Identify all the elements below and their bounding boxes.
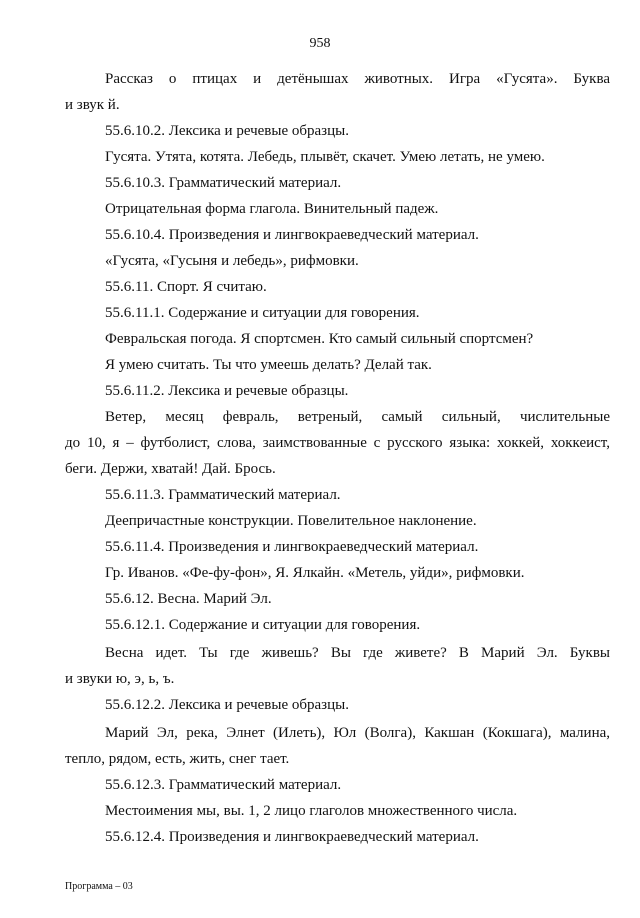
paragraph-text: Отрицательная форма глагола. Винительный падеж. xyxy=(105,201,439,217)
paragraph-1-line-2: и звук й. xyxy=(65,97,120,113)
footer-note: Программа – 03 xyxy=(65,881,133,892)
section-heading: 55.6.11.3. Грамматический материал. xyxy=(105,487,341,503)
paragraph-text: Февральская погода. Я спортсмен. Кто самый сильный спортсмен? xyxy=(105,331,534,347)
page-number: 958 xyxy=(309,36,331,51)
section-heading: 55.6.11.4. Произведения и лингвокраеведческий материал. xyxy=(105,539,479,555)
paragraph-1-line-1: Рассказ о птицах и детёнышах животных. Игра «Гусята». Буква xyxy=(105,71,610,87)
paragraph-text: Я умею считать. Ты что умеешь делать? Делай так. xyxy=(105,357,432,373)
paragraph-text-line-2: и звуки ю, э, ь, ъ. xyxy=(65,671,175,687)
section-heading: 55.6.12.4. Произведения и лингвокраеведческий материал. xyxy=(105,829,479,845)
paragraph-text: Местоимения мы, вы. 1, 2 лицо глаголов множественного числа. xyxy=(105,803,518,819)
section-heading: 55.6.11.1. Содержание и ситуации для говорения. xyxy=(105,305,420,321)
section-heading: 55.6.10.2. Лексика и речевые образцы. xyxy=(105,123,349,139)
paragraph-text-line-2: тепло, рядом, есть, жить, снег тает. xyxy=(65,751,290,767)
section-heading: 55.6.12. Весна. Марий Эл. xyxy=(105,591,272,607)
section-heading: 55.6.11.2. Лексика и речевые образцы. xyxy=(105,383,349,399)
paragraph-text-line-1: Ветер, месяц февраль, ветреный, самый сильный, числительные xyxy=(105,409,610,425)
section-heading: 55.6.12.3. Грамматический материал. xyxy=(105,777,342,793)
paragraph-text-line-2: до 10, я – футболист, слова, заимствованные с русского языка: хоккей, хоккеист, xyxy=(65,435,610,451)
section-heading: 55.6.11. Спорт. Я считаю. xyxy=(105,279,267,295)
paragraph-text: Деепричастные конструкции. Повелительное наклонение. xyxy=(105,513,477,529)
paragraph-text-line-3: беги. Держи, хватай! Дай. Брось. xyxy=(65,461,276,477)
section-heading: 55.6.12.1. Содержание и ситуации для говорения. xyxy=(105,617,421,633)
paragraph-text-line-1: Весна идет. Ты где живешь? Вы где живете? В Марий Эл. Буквы xyxy=(105,645,610,661)
paragraph-text: Гр. Иванов. «Фе-фу-фон», Я. Ялкайн. «Метель, уйди», рифмовки. xyxy=(105,565,525,581)
section-heading: 55.6.10.3. Грамматический материал. xyxy=(105,175,342,191)
paragraph-text: «Гусята, «Гусыня и лебедь», рифмовки. xyxy=(105,253,359,269)
paragraph-text: Гусята. Утята, котята. Лебедь, плывёт, скачет. Умею летать, не умею. xyxy=(105,149,545,165)
section-heading: 55.6.10.4. Произведения и лингвокраеведческий материал. xyxy=(105,227,479,243)
section-heading: 55.6.12.2. Лексика и речевые образцы. xyxy=(105,697,349,713)
paragraph-text-line-1: Марий Эл, река, Элнет (Илеть), Юл (Волга), Какшан (Кокшага), малина, xyxy=(105,725,610,741)
